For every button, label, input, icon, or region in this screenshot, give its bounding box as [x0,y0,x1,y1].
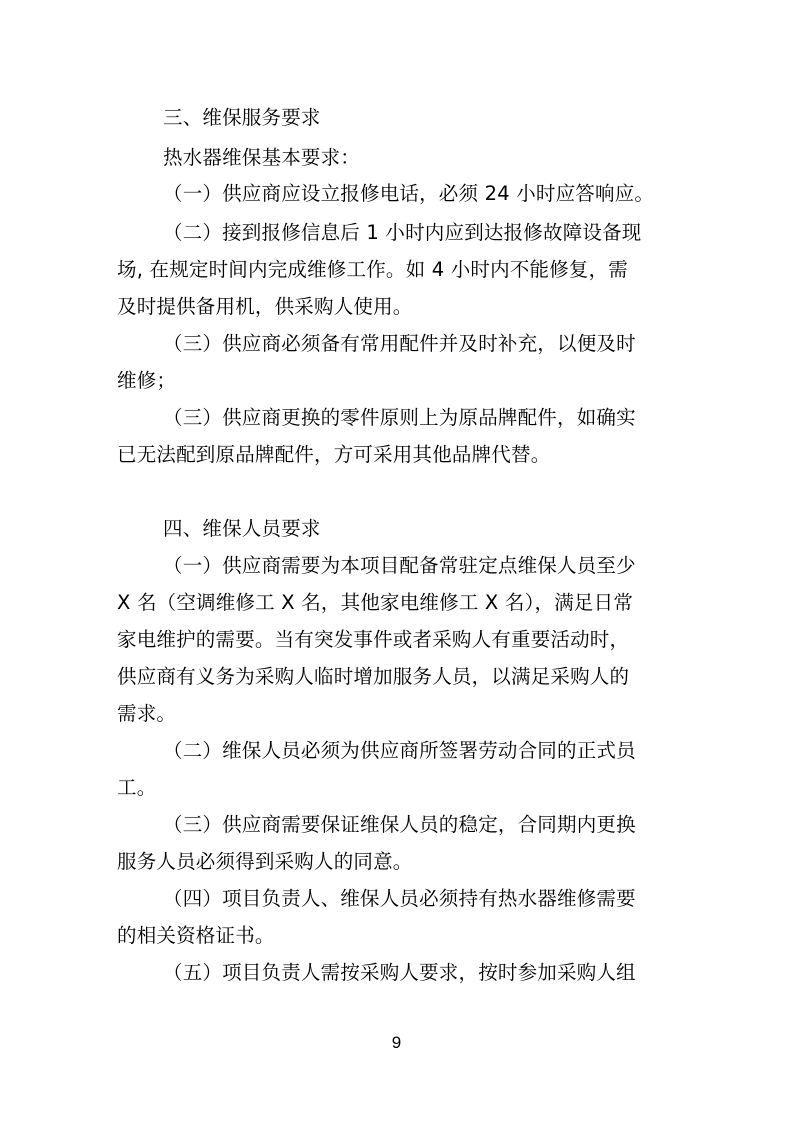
paragraph-line: （五）项目负责人需按采购人要求，按时参加采购人组 [163,961,636,984]
paragraph-line: （二）维保人员必须为供应商所签署劳动合同的正式员 [163,739,636,762]
page-number: 9 [391,1033,402,1052]
paragraph-line: 需求。 [117,702,177,725]
paragraph-line: 工。 [117,776,157,799]
section-heading: 四、维保人员要求 [163,517,321,540]
paragraph-line: （一）供应商需要为本项目配备常驻定点维保人员至少 [163,554,636,577]
paragraph-line: 及时提供备用机，供采购人使用。 [117,295,413,318]
paragraph-line: 家电维护的需要。当有突发事件或者采购人有重要活动时， [117,628,630,651]
paragraph-line: （四）项目负责人、维保人员必须持有热水器维修需要 [163,887,636,910]
paragraph-line: （一）供应商应设立报修电话，必须 24 小时应答响应。 [163,182,655,205]
paragraph-line: X 名（空调维修工 X 名，其他家电维修工 X 名），满足日常 [117,591,634,614]
paragraph-line: （三）供应商更换的零件原则上为原品牌配件，如确实 [163,406,636,429]
paragraph-line: （三）供应商必须备有常用配件并及时补充，以便及时 [163,332,636,355]
paragraph-line: 维修； [117,369,177,392]
paragraph-line: 已无法配到原品牌配件，方可采用其他品牌代替。 [117,443,551,466]
paragraph-line: 的相关资格证书。 [117,924,275,947]
section-subheading: 热水器维保基本要求： [163,146,361,169]
paragraph-line: 服务人员必须得到采购人的同意。 [117,850,413,873]
paragraph-line: （二）接到报修信息后 1 小时内应到达报修故障设备现 [163,221,642,244]
paragraph-line: 供应商有义务为采购人临时增加服务人员，以满足采购人的 [117,665,630,688]
paragraph-line: （三）供应商需要保证维保人员的稳定，合同期内更换 [163,813,636,836]
section-heading: 三、维保服务要求 [163,106,321,129]
paragraph-line: 场, 在规定时间内完成维修工作。如 4 小时内不能修复，需 [117,258,629,281]
